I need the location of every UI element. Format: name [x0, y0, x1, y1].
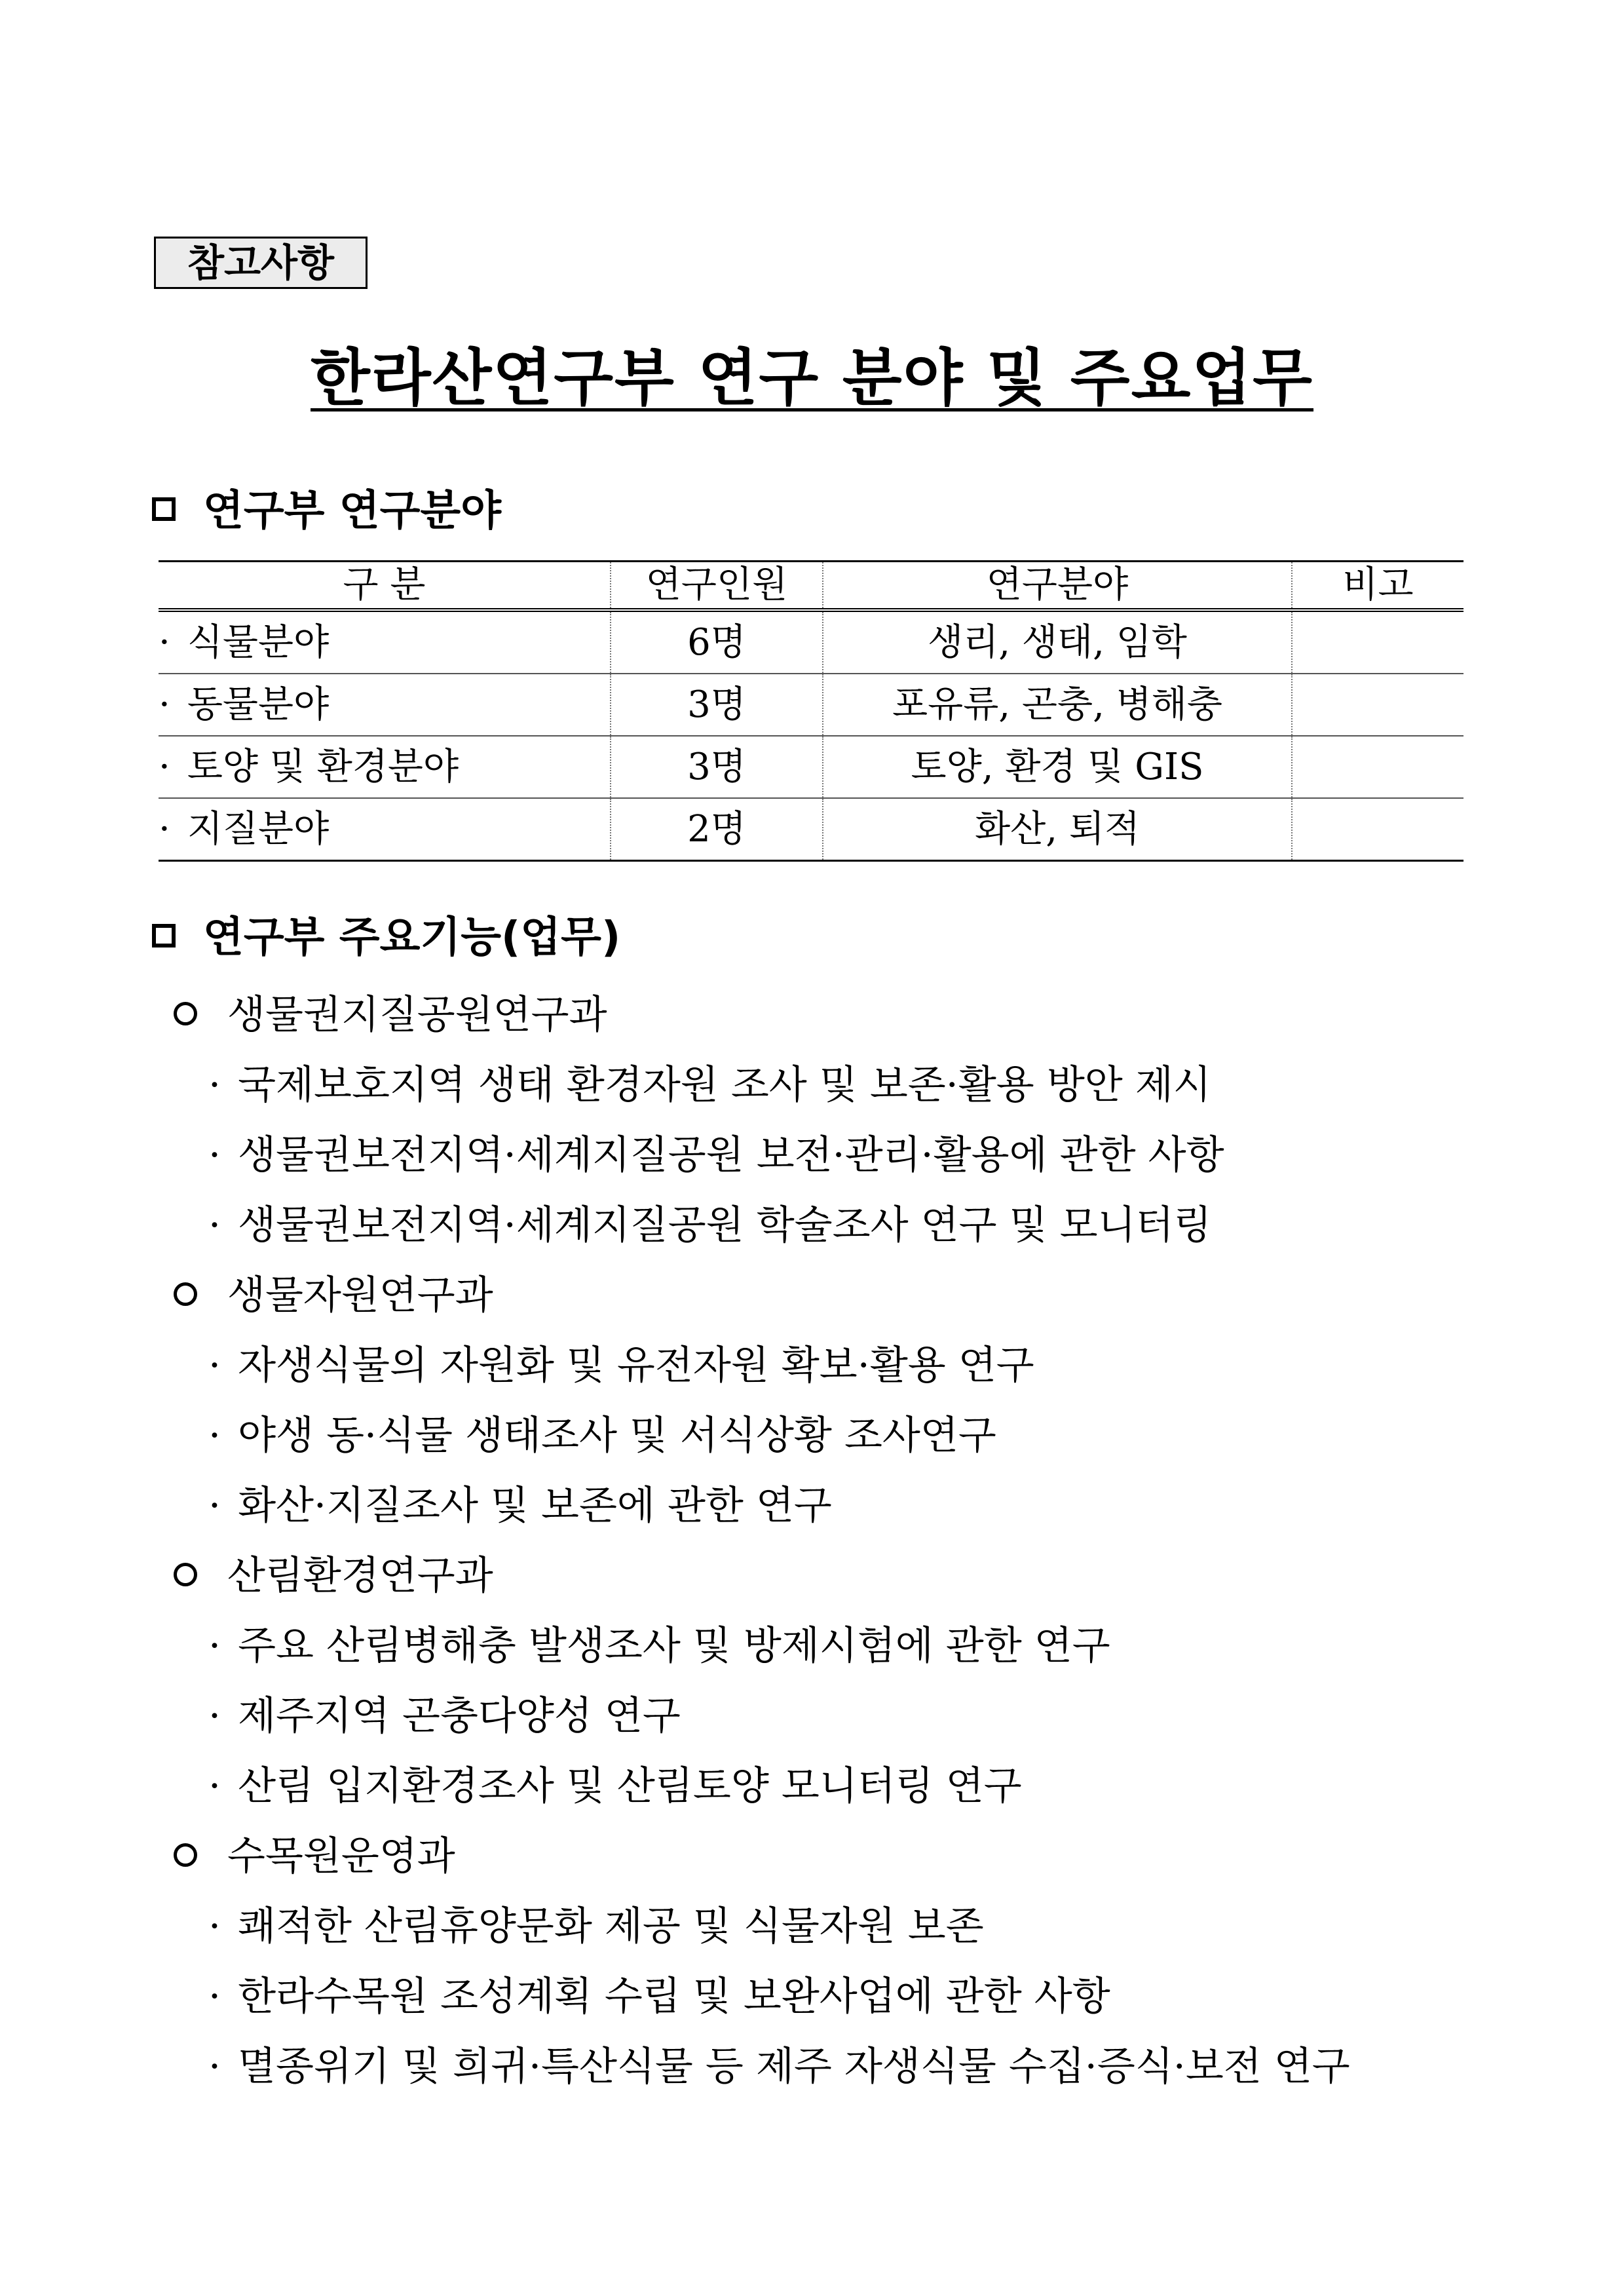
- cell-staff: 3명: [611, 736, 823, 798]
- task-item: · 화산·지질조사 및 보존에 관한 연구: [208, 1483, 832, 1529]
- cell-category: · 식물분야: [159, 610, 611, 674]
- task-item: · 자생식물의 자원화 및 유전자원 확보·활용 연구: [208, 1343, 1034, 1388]
- task-item: · 생물권보전지역·세계지질공원 학술조사 연구 및 모니터링: [208, 1202, 1212, 1248]
- cell-staff: 2명: [611, 798, 823, 861]
- task-item: · 멸종위기 및 희귀·특산식물 등 제주 자생식물 수집·증식·보전 연구: [208, 2044, 1350, 2090]
- cell-field: 토양, 환경 및 GIS: [823, 736, 1292, 798]
- circle-bullet-icon: [174, 1843, 197, 1867]
- task-item: · 산림 입지환경조사 및 산림토양 모니터링 연구: [208, 1763, 1022, 1809]
- task-item: · 제주지역 곤충다양성 연구: [208, 1693, 681, 1739]
- square-bullet-icon: [152, 497, 176, 521]
- square-bullet-icon: [152, 924, 176, 947]
- section-heading-research-fields: [152, 482, 501, 541]
- cell-category: · 지질분야: [159, 798, 611, 861]
- table-header-row: [159, 562, 1463, 611]
- cell-note: [1292, 736, 1463, 798]
- column-header-category: 구 분: [159, 562, 611, 611]
- section-heading-text: 연구부 연구분야: [203, 487, 502, 535]
- section-heading-text: 연구부 주요기능(업무): [203, 913, 621, 962]
- cell-note: [1292, 610, 1463, 674]
- circle-bullet-icon: [174, 1282, 197, 1306]
- department-item: 산림환경연구과: [0, 1541, 1624, 1611]
- circle-bullet-icon: [174, 1563, 197, 1586]
- cell-note: [1292, 674, 1463, 736]
- cell-field: 화산, 퇴적: [823, 798, 1292, 861]
- cell-field: 생리, 생태, 임학: [823, 610, 1292, 674]
- table-row: [159, 736, 1463, 798]
- section-heading-main-functions: [152, 908, 620, 967]
- research-fields-table: [159, 560, 1463, 862]
- column-header-note: 비고: [1292, 562, 1463, 611]
- column-header-field: 연구분야: [823, 562, 1292, 611]
- task-item: · 국제보호지역 생태 환경자원 조사 및 보존·활용 방안 제시: [208, 1062, 1211, 1108]
- task-item: · 야생 동·식물 생태조사 및 서식상황 조사연구: [208, 1413, 996, 1459]
- table-row: [159, 610, 1463, 674]
- department-item: 생물자원연구과: [0, 1261, 1624, 1331]
- department-item: 생물권지질공원연구과: [0, 980, 1624, 1050]
- department-item: 수목원운영과: [0, 1822, 1624, 1892]
- document-title: [0, 339, 1624, 418]
- cell-category: · 토양 및 환경분야: [159, 736, 611, 798]
- cell-category: · 동물분야: [159, 674, 611, 736]
- task-item: · 쾌적한 산림휴양문화 제공 및 식물자원 보존: [208, 1904, 984, 1949]
- document-title-text: 한라산연구부 연구 분야 및 주요업무: [311, 343, 1313, 414]
- table-row: [159, 674, 1463, 736]
- task-item: · 한라수목원 조성계획 수립 및 보완사업에 관한 사항: [208, 1974, 1110, 2019]
- table-row: [159, 798, 1463, 861]
- cell-staff: 6명: [611, 610, 823, 674]
- cell-staff: 3명: [611, 674, 823, 736]
- column-header-staff: 연구인원: [611, 562, 823, 611]
- task-item: · 주요 산림병해충 발생조사 및 방제시험에 관한 연구: [208, 1623, 1110, 1669]
- circle-bullet-icon: [174, 1002, 197, 1025]
- cell-note: [1292, 798, 1463, 861]
- cell-field: 포유류, 곤충, 병해충: [823, 674, 1292, 736]
- reference-label: 참고사항: [154, 237, 368, 289]
- task-item: · 생물권보전지역·세계지질공원 보전·관리·활용에 관한 사항: [208, 1132, 1224, 1178]
- department-list: [0, 980, 1624, 2102]
